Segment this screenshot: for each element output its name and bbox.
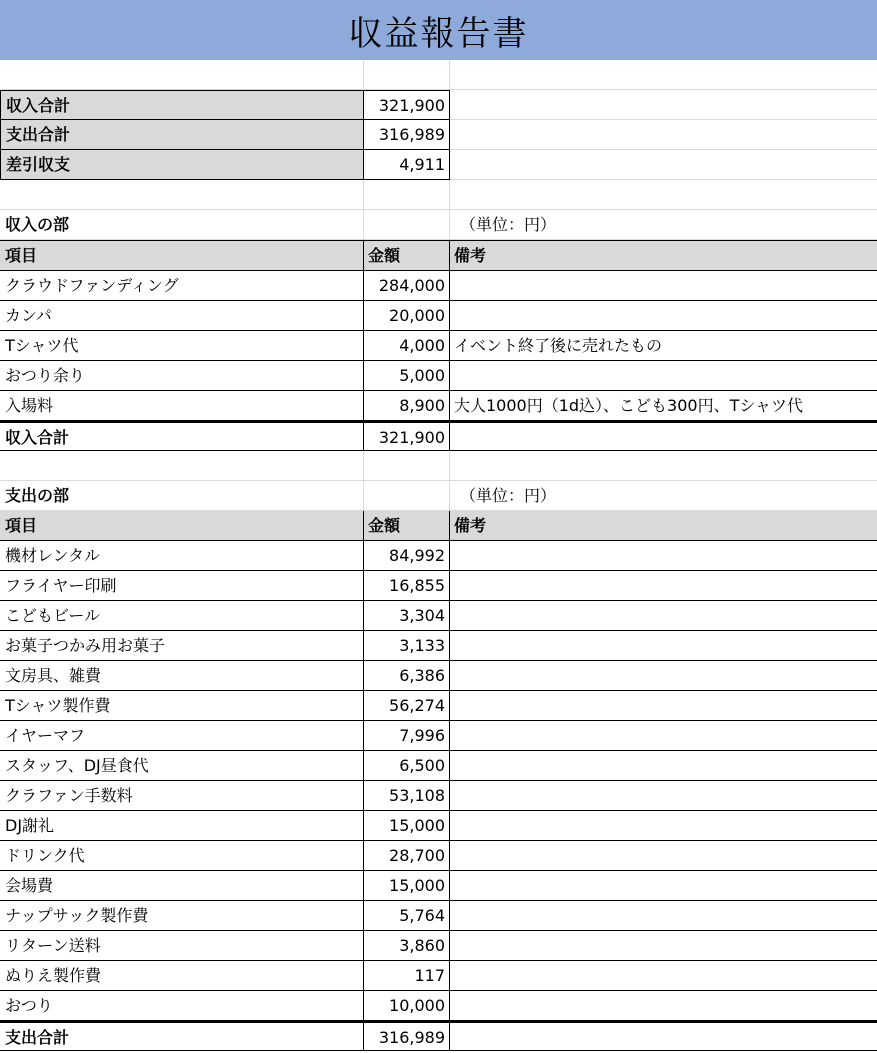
row-item[interactable]: DJ謝礼 [0, 811, 364, 841]
cell[interactable] [450, 180, 877, 210]
summary-label[interactable]: 収入合計 [0, 90, 364, 120]
table-row [0, 901, 877, 931]
row-item[interactable]: フライヤー印刷 [0, 571, 364, 601]
row-amount[interactable]: 4,000 [364, 331, 450, 361]
row-note[interactable] [450, 691, 877, 721]
row-amount[interactable]: 10,000 [364, 991, 450, 1021]
row-item[interactable]: 機材レンタル [0, 541, 364, 571]
row-amount[interactable]: 7,996 [364, 721, 450, 751]
cell[interactable] [364, 210, 450, 240]
table-row [0, 871, 877, 901]
empty-row [0, 60, 877, 90]
empty-row [0, 180, 877, 210]
income-total-row [0, 421, 877, 451]
row-note[interactable] [450, 631, 877, 661]
row-note[interactable] [450, 301, 877, 331]
income-unit-label[interactable]: （単位：円） [450, 210, 877, 240]
column-header-amount[interactable]: 金額 [364, 241, 450, 271]
table-row [0, 541, 877, 571]
row-note[interactable]: 大人1000円（1d込）、こども300円、Tシャツ代 [450, 391, 877, 421]
row-amount[interactable]: 117 [364, 961, 450, 991]
row-item[interactable]: 会場費 [0, 871, 364, 901]
row-note[interactable] [450, 931, 877, 961]
table-row [0, 841, 877, 871]
expense-total-amount[interactable]: 316,989 [364, 1021, 450, 1051]
income-header-row [0, 240, 877, 271]
row-item[interactable]: Tシャツ代 [0, 331, 364, 361]
row-item[interactable]: おつり [0, 991, 364, 1021]
summary-row-balance [0, 150, 877, 180]
spreadsheet [0, 60, 877, 1051]
row-amount[interactable]: 15,000 [364, 811, 450, 841]
cell[interactable] [364, 60, 450, 90]
row-item[interactable]: ナップサック製作費 [0, 901, 364, 931]
row-note[interactable] [450, 991, 877, 1021]
row-item[interactable]: スタッフ、DJ昼食代 [0, 751, 364, 781]
row-item[interactable]: ドリンク代 [0, 841, 364, 871]
expense-total-row [0, 1021, 877, 1051]
row-amount[interactable]: 8,900 [364, 391, 450, 421]
row-amount[interactable]: 56,274 [364, 691, 450, 721]
expense-section-row [0, 481, 877, 511]
row-note[interactable] [450, 961, 877, 991]
row-amount[interactable]: 284,000 [364, 271, 450, 301]
row-item[interactable]: おつり余り [0, 361, 364, 391]
row-note[interactable] [450, 541, 877, 571]
summary-row-expense [0, 120, 877, 150]
summary-label[interactable]: 差引収支 [0, 150, 364, 180]
row-item[interactable]: 入場料 [0, 391, 364, 421]
row-note[interactable] [450, 871, 877, 901]
row-item[interactable]: クラファン手数料 [0, 781, 364, 811]
expense-total-label[interactable]: 支出合計 [0, 1021, 364, 1051]
expense-section-label[interactable]: 支出の部 [0, 481, 364, 511]
income-section-row [0, 210, 877, 240]
row-note[interactable] [450, 601, 877, 631]
row-note[interactable] [450, 271, 877, 301]
row-amount[interactable]: 28,700 [364, 841, 450, 871]
row-item[interactable]: クラウドファンディング [0, 271, 364, 301]
table-row [0, 301, 877, 331]
row-amount[interactable]: 15,000 [364, 871, 450, 901]
table-row [0, 991, 877, 1021]
table-row [0, 931, 877, 961]
table-row [0, 961, 877, 991]
cell[interactable] [450, 421, 877, 451]
row-note[interactable] [450, 781, 877, 811]
row-amount[interactable]: 16,855 [364, 571, 450, 601]
cell[interactable] [0, 451, 364, 481]
column-header-item[interactable]: 項目 [0, 511, 364, 541]
row-note[interactable]: イベント終了後に売れたもの [450, 331, 877, 361]
table-row [0, 721, 877, 751]
cell[interactable] [450, 451, 877, 481]
table-row [0, 631, 877, 661]
row-note[interactable] [450, 811, 877, 841]
income-total-label[interactable]: 収入合計 [0, 421, 364, 451]
cell[interactable] [0, 60, 364, 90]
cell[interactable] [450, 1021, 877, 1051]
row-item[interactable]: ぬりえ製作費 [0, 961, 364, 991]
expense-unit-label[interactable]: （単位：円） [450, 481, 877, 511]
cell[interactable] [450, 120, 877, 150]
cell[interactable] [450, 60, 877, 90]
row-note[interactable] [450, 841, 877, 871]
column-header-note[interactable]: 備考 [450, 241, 877, 271]
row-amount[interactable]: 6,500 [364, 751, 450, 781]
row-amount[interactable]: 3,860 [364, 931, 450, 961]
row-note[interactable] [450, 901, 877, 931]
table-row [0, 331, 877, 361]
row-item[interactable]: お菓子つかみ用お菓子 [0, 631, 364, 661]
row-amount[interactable]: 3,133 [364, 631, 450, 661]
table-row [0, 751, 877, 781]
table-row [0, 691, 877, 721]
row-item[interactable]: 文房具、雑費 [0, 661, 364, 691]
table-row [0, 361, 877, 391]
table-row [0, 271, 877, 301]
income-section-label[interactable]: 収入の部 [0, 210, 364, 240]
row-amount[interactable]: 20,000 [364, 301, 450, 331]
row-item[interactable]: カンパ [0, 301, 364, 331]
row-note[interactable] [450, 751, 877, 781]
income-rows [0, 271, 877, 421]
row-item[interactable]: イヤーマフ [0, 721, 364, 751]
cell[interactable] [364, 481, 450, 511]
table-row [0, 601, 877, 631]
title-bar [0, 0, 877, 60]
table-row [0, 391, 877, 421]
table-row [0, 661, 877, 691]
column-header-amount[interactable]: 金額 [364, 511, 450, 541]
row-note[interactable] [450, 571, 877, 601]
row-item[interactable]: リターン送料 [0, 931, 364, 961]
summary-amount[interactable]: 316,989 [364, 120, 450, 150]
column-header-item[interactable]: 項目 [0, 241, 364, 271]
summary-row-income [0, 90, 877, 120]
cell[interactable] [450, 90, 877, 120]
column-header-note[interactable]: 備考 [450, 511, 877, 541]
empty-row [0, 451, 877, 481]
row-note[interactable] [450, 721, 877, 751]
cell[interactable] [364, 451, 450, 481]
cell[interactable] [364, 180, 450, 210]
expense-header-row [0, 511, 877, 541]
table-row [0, 781, 877, 811]
table-row [0, 571, 877, 601]
row-amount[interactable]: 84,992 [364, 541, 450, 571]
page-title: 収益報告書 [348, 13, 529, 54]
row-amount[interactable]: 53,108 [364, 781, 450, 811]
summary-amount[interactable]: 321,900 [364, 90, 450, 120]
row-amount[interactable]: 3,304 [364, 601, 450, 631]
summary-label[interactable]: 支出合計 [0, 120, 364, 150]
row-amount[interactable]: 5,000 [364, 361, 450, 391]
row-amount[interactable]: 6,386 [364, 661, 450, 691]
row-amount[interactable]: 5,764 [364, 901, 450, 931]
cell[interactable] [450, 150, 877, 180]
income-total-amount[interactable]: 321,900 [364, 421, 450, 451]
summary-amount[interactable]: 4,911 [364, 150, 450, 180]
row-item[interactable]: こどもビール [0, 601, 364, 631]
row-item[interactable]: Tシャツ製作費 [0, 691, 364, 721]
cell[interactable] [0, 180, 364, 210]
expense-rows [0, 541, 877, 1021]
row-note[interactable] [450, 361, 877, 391]
row-note[interactable] [450, 661, 877, 691]
table-row [0, 811, 877, 841]
